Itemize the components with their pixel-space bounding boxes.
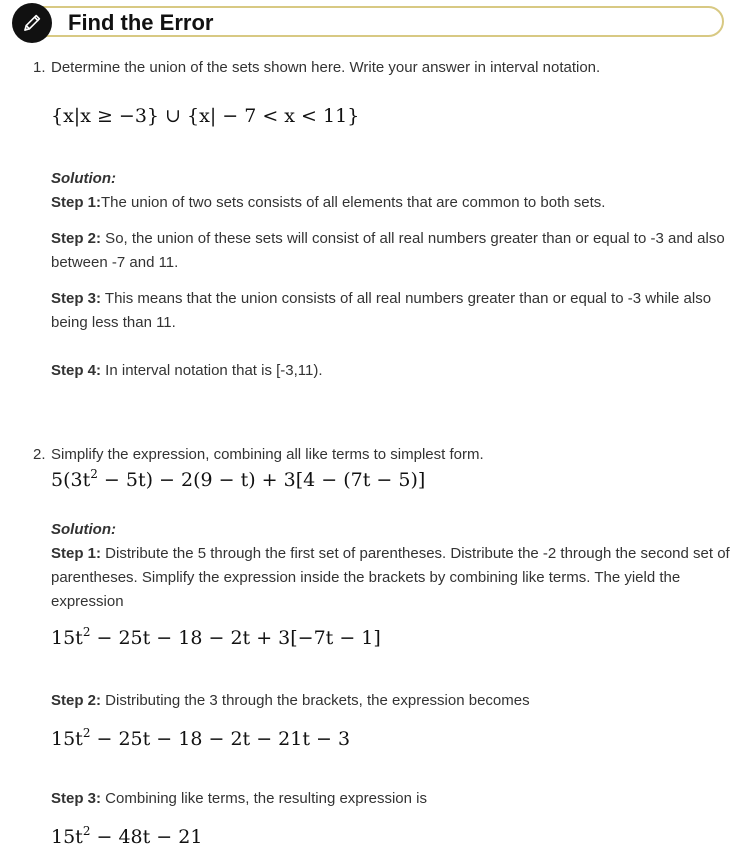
- problem-number: 1.: [33, 59, 46, 76]
- solution-step-2: Step 2: Distributing the 3 through the brackets, the expression becomes: [51, 692, 530, 709]
- section-header: [0, 0, 739, 48]
- step-1-expression: $15t^2 - 25t - 18 - 2t + 3[-7t - 1]$: [51, 625, 381, 649]
- header-badge: [12, 3, 52, 43]
- solution-label: Solution:: [51, 521, 116, 538]
- page-title: Find the Error: [68, 10, 214, 35]
- solution-step-3: Step 3: This means that the union consists of all real numbers greater than or equal to -3 while also being less than 11.: [51, 290, 712, 331]
- solution-step-1: Step 1: Distribute the 5 through the first set of parentheses. Distribute the -2 through the second set of parentheses. Simplify the expression inside the brackets by combining like terms. The yield the expression: [51, 545, 730, 610]
- set-expression: {x|x ≥ −3} ∪ {x| − 7 < x < 11}: [51, 105, 360, 127]
- solution-step-1: Step 1:The union of two sets consists of all elements that are common to both sets.: [51, 194, 606, 211]
- problem-number: 2.: [33, 446, 46, 463]
- problem-prompt: Simplify the expression, combining all like terms to simplest form.: [51, 446, 484, 463]
- problem-prompt: Determine the union of the sets shown here. Write your answer in interval notation.: [51, 59, 601, 76]
- solution-label: Solution:: [51, 170, 116, 187]
- step-2-expression: $15t^2 - 25t - 18 - 2t - 21t - 3$: [51, 726, 351, 750]
- problem-expression: $5(3t^2 - 5t) - 2(9 - t) + 3[4 - (7t - 5)]$: [51, 467, 426, 491]
- step-3-expression: $15t^2 - 48t - 21$: [51, 824, 203, 848]
- pencil-icon: [20, 11, 44, 35]
- solution-step-3: Step 3: Combining like terms, the resulting expression is: [51, 790, 427, 807]
- solution-step-2: Step 2: So, the union of these sets will consist of all real numbers greater than or equal to -3 and also between -7 and 11.: [51, 230, 725, 271]
- solution-step-4: Step 4: In interval notation that is [-3,11).: [51, 362, 323, 379]
